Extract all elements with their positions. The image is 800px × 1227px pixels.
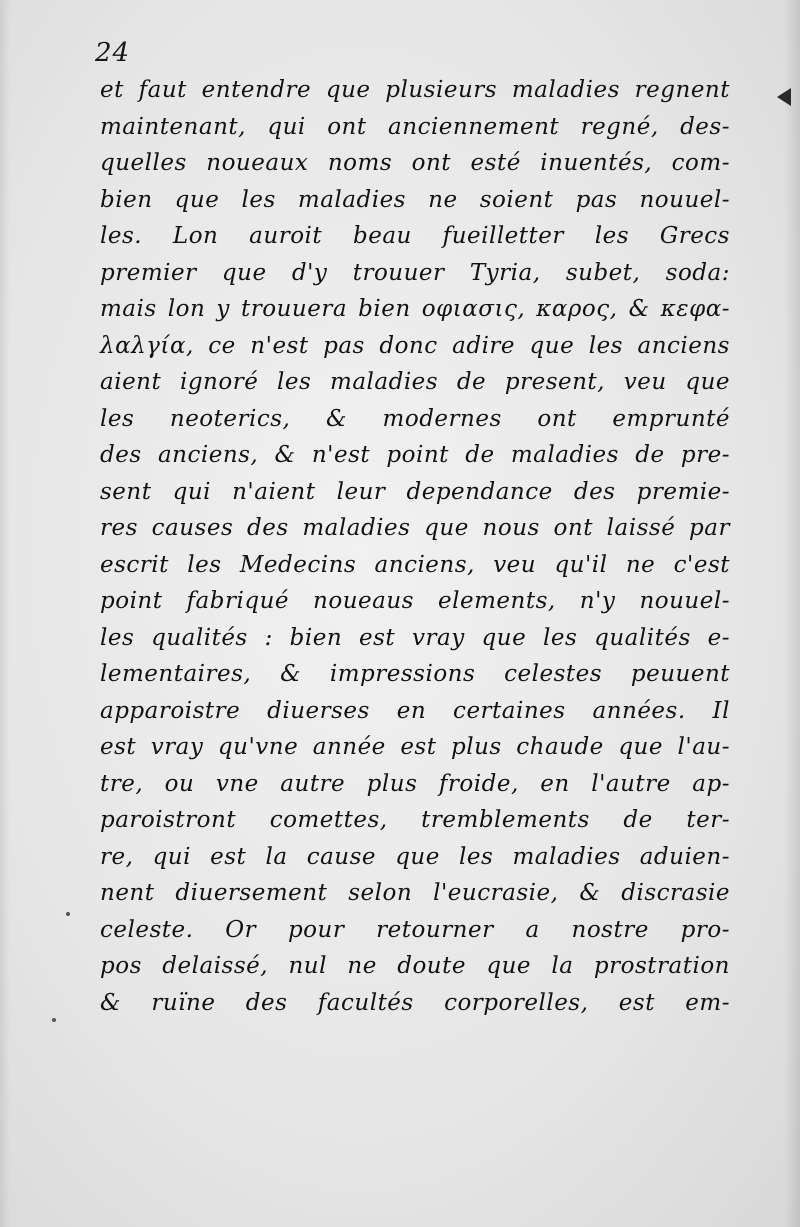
text-line: lementaires, & impressions celestes peuuent [100, 661, 730, 687]
text-line: mais lon y trouuera bien οφιασις, καρος, & κεφα- [100, 296, 730, 322]
text-line: paroistront comettes, tremblements de ter- [100, 807, 730, 833]
text-line: maintenant, qui ont anciennement regné, des- [100, 113, 730, 140]
text-line: les neoterics, & modernes ont emprunté [100, 405, 730, 432]
text-line: λαλγία, ce n'est pas donc adire que les anciens [100, 332, 730, 359]
margin-tab-mark [777, 88, 791, 106]
text-line: & ruïne des facultés corporelles, est em- [100, 989, 730, 1016]
text-line: aient ignoré les maladies de present, veu que [100, 369, 730, 395]
text-line: les qualités : bien est vray que les qualités e- [100, 624, 730, 651]
text-line: des anciens, & n'est point de maladies de pre- [100, 442, 730, 468]
text-line: escrit les Medecins anciens, veu qu'il ne c'est [100, 551, 730, 578]
text-line: pos delaissé, nul ne doute que la prostration [100, 953, 730, 979]
text-line: re, qui est la cause que les maladies aduien- [100, 843, 730, 870]
text-line: est vray qu'vne année est plus chaude que l'au- [100, 734, 730, 760]
text-line: res causes des maladies que nous ont laissé par [100, 515, 730, 541]
page-edge-shadow [784, 0, 800, 1227]
text-line: les. Lon auroit beau fueilletter les Grecs [100, 223, 730, 249]
text-line: bien que les maladies ne soient pas nouuel- [100, 186, 730, 213]
text-line: tre, ou vne autre plus froide, en l'autre ap- [100, 770, 730, 797]
page-gutter-shadow [0, 0, 10, 1227]
text-line: celeste. Or pour retourner a nostre pro- [100, 916, 730, 943]
text-line: quelles noueaux noms ont esté inuentés, com- [100, 150, 730, 176]
text-line: nent diuersement selon l'eucrasie, & discrasie [100, 880, 730, 906]
ink-speck [66, 912, 70, 916]
text-line: apparoistre diuerses en certaines années. Il [100, 697, 730, 724]
body-text [100, 72, 730, 1021]
page-number: 24 [95, 38, 131, 68]
text-line: et faut entendre que plusieurs maladies regnent [100, 77, 730, 103]
text-line: point fabriqué noueaus elements, n'y nouuel- [100, 588, 730, 614]
text-line: premier que d'y trouuer Tyria, subet, soda: [100, 259, 730, 286]
ink-speck [52, 1018, 56, 1022]
text-line: sent qui n'aient leur dependance des premie- [100, 478, 730, 505]
